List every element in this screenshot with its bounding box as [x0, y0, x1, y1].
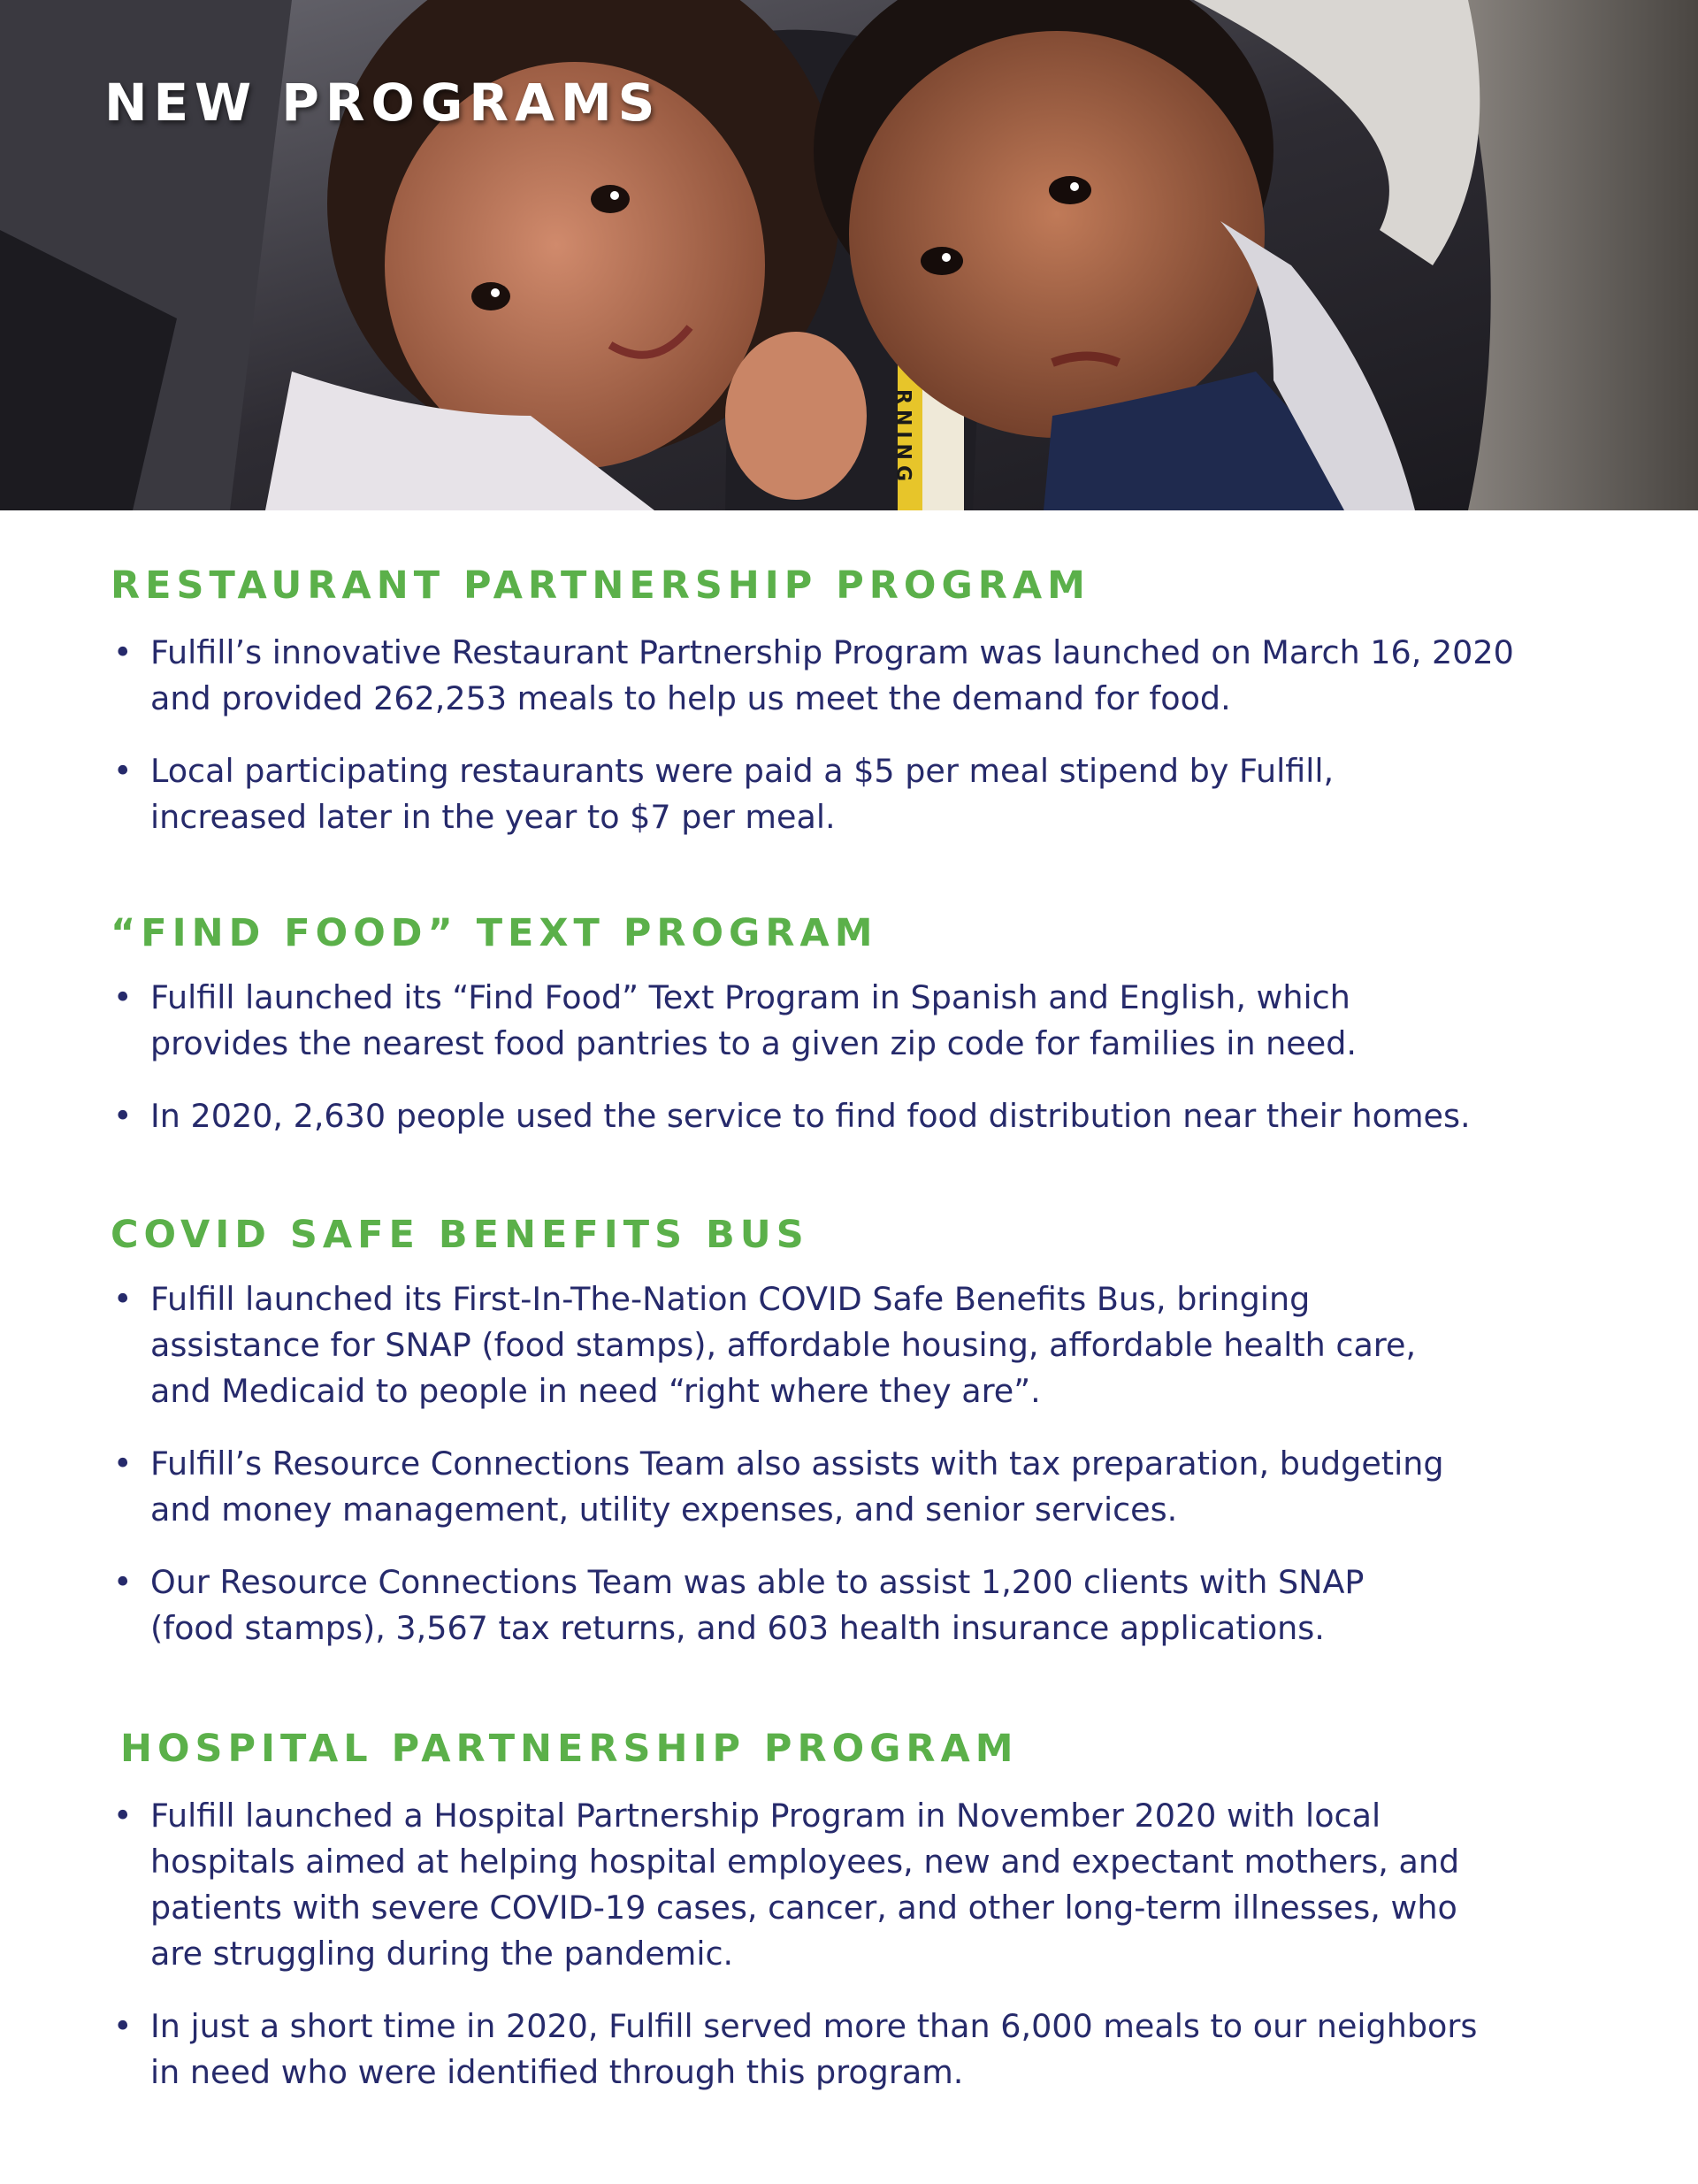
bullet-icon: • — [113, 2007, 133, 2045]
bullet-icon: • — [113, 752, 133, 790]
seatbelt-label-text: RNING — [891, 389, 914, 487]
bullet-list — [104, 975, 1608, 1166]
bullet-icon: • — [113, 1797, 133, 1835]
section-heading: “FIND FOOD” TEXT PROGRAM — [111, 911, 878, 955]
bullet-list — [104, 630, 1608, 867]
list-item: • In 2020, 2,630 people used the service to find food distribution near their homes. — [104, 1093, 1608, 1139]
list-item: • Fulfill launched its First-In-The-Nation COVID Safe Benefits Bus, bringing assistance for SNAP (food stamps), affordable housing, affordable health care, and Medicaid to people in need “right where they are”. — [104, 1276, 1608, 1414]
list-item: • Fulfill launched a Hospital Partnership Program in November 2020 with local hospitals aimed at helping hospital employees, new and expectant mothers, and patients with severe COVID-19 cases, cancer, and other long-term illnesses, who are struggling during the pandemic. — [104, 1793, 1608, 1977]
list-item: • Our Resource Connections Team was able to assist 1,200 clients with SNAP (food stamps), 3,567 tax returns, and 603 health insurance applications. — [104, 1559, 1608, 1651]
bullet-icon: • — [113, 1280, 133, 1318]
bullet-icon: • — [113, 633, 133, 671]
list-item: • In just a short time in 2020, Fulfill served more than 6,000 meals to our neighbors in need who were identified through this program. — [104, 2004, 1608, 2096]
list-item: • Local participating restaurants were paid a $5 per meal stipend by Fulfill, increased later in the year to $7 per meal. — [104, 748, 1608, 840]
bullet-icon: • — [113, 978, 133, 1016]
section-heading: HOSPITAL PARTNERSHIP PROGRAM — [120, 1727, 1019, 1771]
bullet-list — [104, 1793, 1608, 2122]
page-title: NEW PROGRAMS — [104, 73, 662, 133]
bullet-icon: • — [113, 1445, 133, 1483]
list-item: • Fulfill’s Resource Connections Team also assists with tax preparation, budgeting and money management, utility expenses, and senior services. — [104, 1441, 1608, 1533]
section-heading: RESTAURANT PARTNERSHIP PROGRAM — [111, 563, 1090, 608]
section-heading: COVID SAFE BENEFITS BUS — [111, 1213, 809, 1257]
bullet-icon: • — [113, 1097, 133, 1135]
hero-photo — [0, 0, 1698, 510]
bullet-icon: • — [113, 1563, 133, 1601]
bullet-list — [104, 1276, 1608, 1678]
list-item: • Fulfill launched its “Find Food” Text Program in Spanish and English, which provides the nearest food pantries to a given zip code for families in need. — [104, 975, 1608, 1067]
list-item: • Fulfill’s innovative Restaurant Partnership Program was launched on March 16, 2020 and provided 262,253 meals to help us meet the demand for food. — [104, 630, 1608, 722]
